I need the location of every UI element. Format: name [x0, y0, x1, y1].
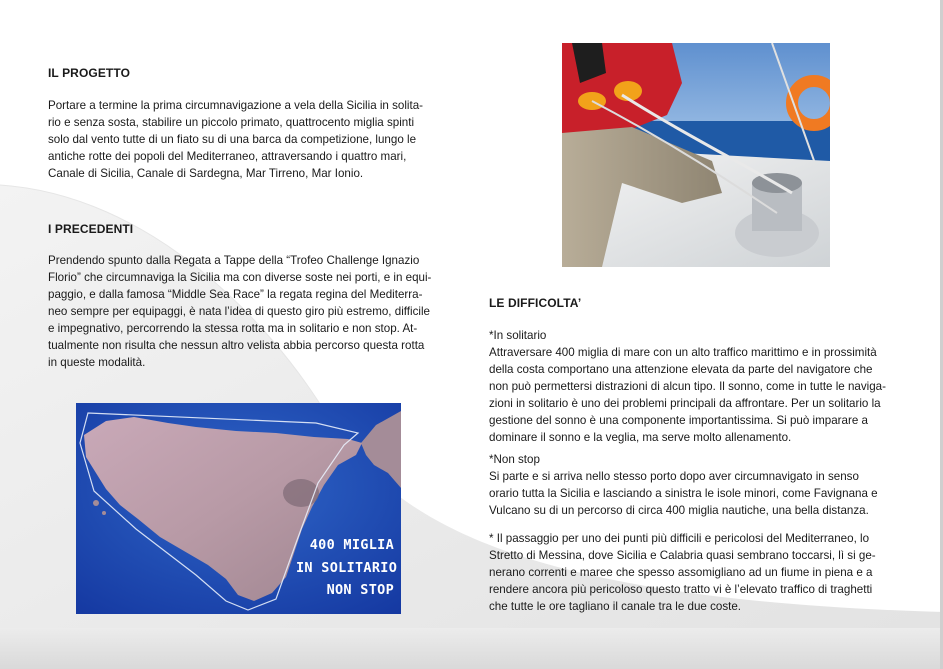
text-line: solo dal vento tutte di un fiato su di una barca da competizione, lungo le	[48, 133, 417, 146]
subheading-nonstop: *Non stop	[489, 453, 540, 466]
text-line: antiche rotte dei popoli del Mediterraneo, attraversando i quattro mari,	[48, 150, 407, 163]
section-heading-precedenti: I PRECEDENTI	[48, 222, 134, 236]
map-caption	[296, 534, 398, 602]
bottom-band	[0, 628, 943, 669]
section-heading-progetto: IL PROGETTO	[48, 66, 131, 80]
text-line: zioni in solitario è uno dei problemi principali da affrontare. Per un solitario la	[489, 397, 881, 410]
text-line: paggio, e dalla famosa “Middle Sea Race” la regata regina del Mediterra-	[48, 288, 423, 301]
text-line: dominare il sonno e la veglia, ma serve molto allenamento.	[489, 431, 792, 444]
sailor-winch-photo	[562, 43, 830, 267]
text-line: orario tutta la Sicilia e lasciando a sinistra le isole minori, come Favignana e	[489, 487, 878, 500]
text-line: e impegnativo, percorrendo la stessa rotta ma in solitario e non stop. At-	[48, 322, 418, 335]
section-heading-difficolta: LE DIFFICOLTA’	[489, 296, 582, 310]
sailor-winch-graphic	[562, 43, 830, 267]
text-line: Attraversare 400 miglia di mare con un alto traffico marittimo e in prossimità	[489, 346, 877, 359]
text-line: Canale di Sicilia, Canale di Sardegna, Mar Tirreno, Mar Ionio.	[48, 167, 364, 180]
paragraph-passaggio	[489, 530, 904, 615]
paragraph-progetto	[48, 97, 448, 182]
text-line: non può permettersi distrazioni di alcun tipo. Il sonno, come in tutte le naviga-	[489, 380, 886, 393]
text-line: neo sempre per equipaggi, è nata l’idea di questo giro più estremo, difficile	[48, 305, 430, 318]
text-line: Vulcano su di un percorso di circa 400 miglia nautiche, una bella distanza.	[489, 504, 869, 517]
map-caption-line: NON STOP	[326, 582, 394, 598]
paragraph-solitario	[489, 327, 904, 446]
text-line: della costa comportano una attenzione elevata da parte del navigatore che	[489, 363, 873, 376]
text-line: rendere ancora più pericoloso questo tratto vi è l’elevato traffico di traghetti	[489, 583, 873, 596]
text-line: in queste modalità.	[48, 356, 146, 369]
subheading-solitario: *In solitario	[489, 329, 547, 342]
text-line: nerano correnti e maree che spesso assomigliano ad un fiume in piena e a	[489, 566, 873, 579]
text-line: * Il passaggio per uno dei punti più difficili e pericolosi del Mediterraneo, lo	[489, 532, 870, 545]
paragraph-nonstop	[489, 451, 904, 519]
text-line: Florio” che circumnaviga la Sicilia ma con diverse soste nei porti, e in equi-	[48, 271, 432, 284]
text-line: Prendendo spunto dalla Regata a Tappe della “Trofeo Challenge Ignazio	[48, 254, 420, 267]
text-line: che tutte le ore tagliano il canale tra le due coste.	[489, 600, 741, 613]
text-line: gestione del sonno è una componente importantissima. Si può imparare a	[489, 414, 868, 427]
text-line: Si parte e si arriva nello stesso porto dopo aver circumnavigato in senso	[489, 470, 859, 483]
text-line: rio e senza sosta, stabilire un piccolo primato, quattrocento miglia spinti	[48, 116, 415, 129]
text-line: Portare a termine la prima circumnavigazione a vela della Sicilia in solita-	[48, 99, 424, 112]
text-line: Stretto di Messina, dove Sicilia e Calabria quasi sembrano toccarsi, lì si ge-	[489, 549, 876, 562]
text-line: tualmente non risulta che nessun altro velista abbia percorso questa rotta	[48, 339, 425, 352]
paragraph-precedenti	[48, 252, 448, 371]
map-caption-line: 400 MIGLIA	[309, 537, 394, 553]
map-caption-line: IN SOLITARIO	[296, 559, 398, 576]
